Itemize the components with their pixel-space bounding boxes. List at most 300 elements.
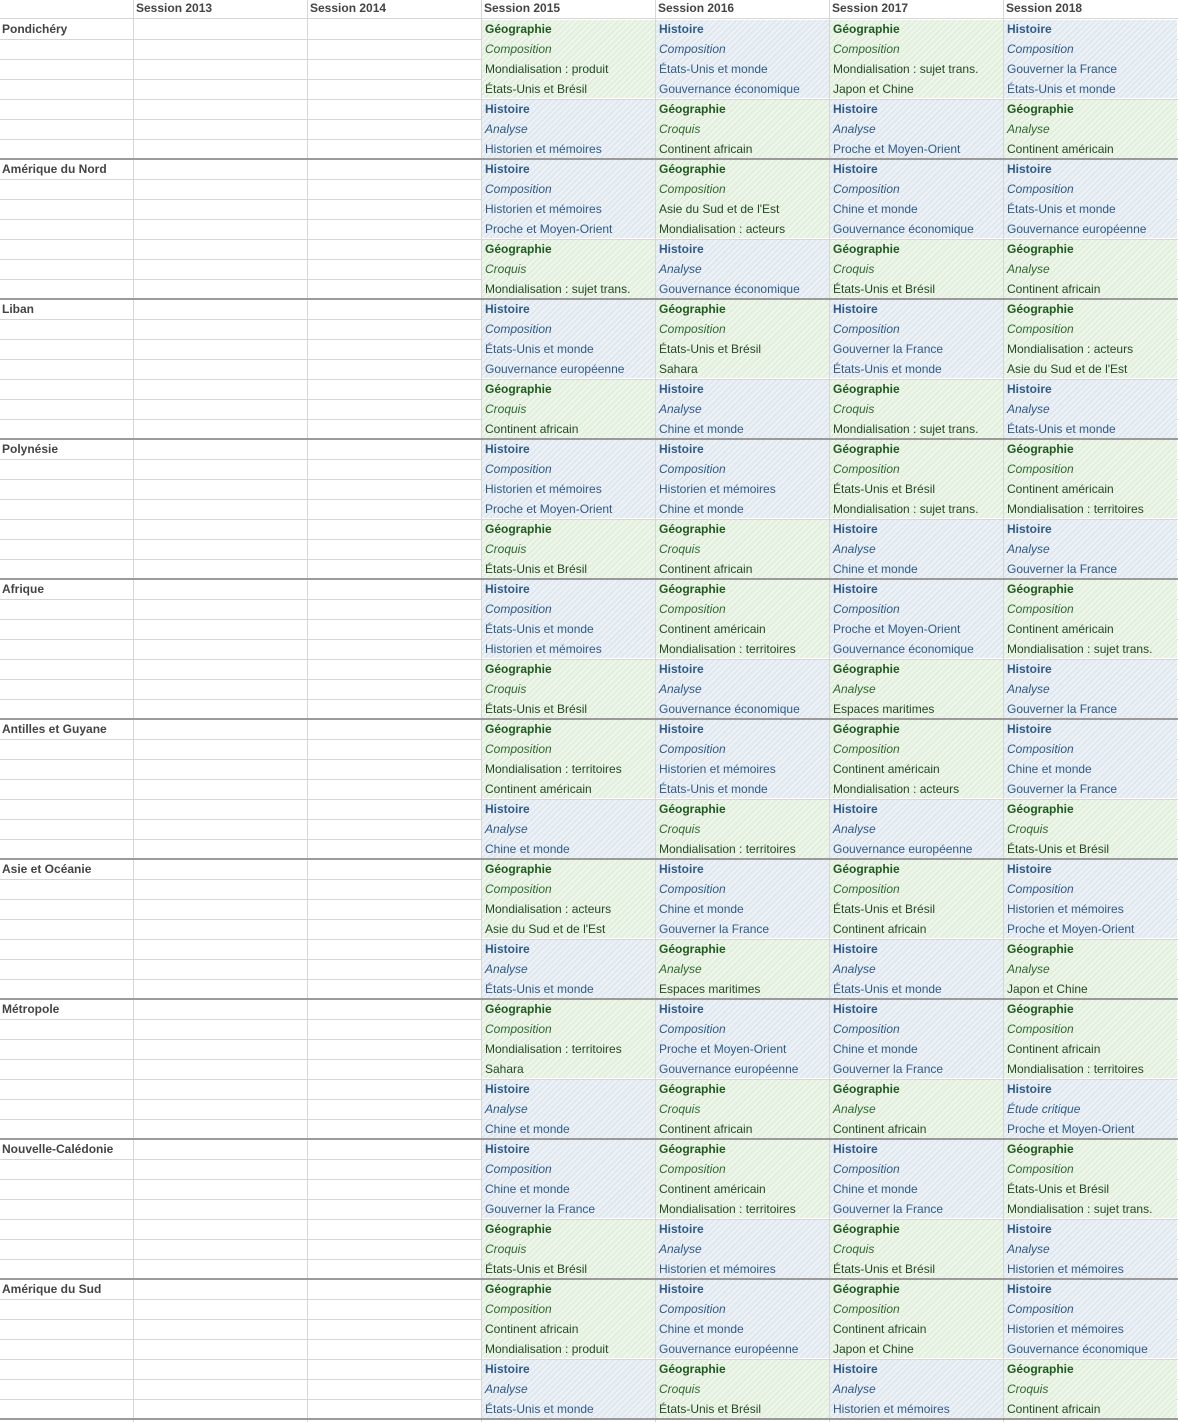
exam-theme: Mondialisation : territoires xyxy=(1007,1062,1144,1076)
exam-theme: Asie du Sud et de l'Est xyxy=(1007,362,1128,376)
exam-theme: Mondialisation : sujet trans. xyxy=(833,502,979,516)
exam-theme: Mondialisation : acteurs xyxy=(833,782,960,796)
exam-subject: Géographie xyxy=(833,1082,900,1096)
exam-type: Croquis xyxy=(659,542,701,556)
exam-theme: Continent africain xyxy=(659,562,753,576)
exam-theme: Proche et Moyen-Orient xyxy=(833,622,961,636)
exam-subject: Géographie xyxy=(485,1282,552,1296)
exam-type: Croquis xyxy=(659,1102,701,1116)
exam-theme: Mondialisation : sujet trans. xyxy=(1007,642,1153,656)
exam-subject: Géographie xyxy=(1007,582,1074,596)
exam-subject: Histoire xyxy=(659,1282,704,1296)
exam-type: Analyse xyxy=(485,822,528,836)
exam-subject: Histoire xyxy=(1007,22,1052,36)
exam-subject: Histoire xyxy=(1007,382,1052,396)
exam-subject: Histoire xyxy=(485,802,530,816)
exam-subject: Histoire xyxy=(1007,162,1052,176)
exam-theme: Gouverner la France xyxy=(1007,782,1118,796)
exam-block-histoire xyxy=(482,940,655,998)
exam-subject: Histoire xyxy=(659,22,704,36)
exam-block-histoire xyxy=(1004,20,1177,98)
column-divider xyxy=(307,0,308,1422)
exam-theme: Japon et Chine xyxy=(833,1342,914,1356)
exam-theme: Continent africain xyxy=(659,142,753,156)
exam-block-geographie xyxy=(830,660,1003,718)
exam-subject: Géographie xyxy=(1007,442,1074,456)
exam-theme: Gouvernance économique xyxy=(659,82,800,96)
exam-block-geographie xyxy=(656,1360,829,1418)
exam-theme: Continent américain xyxy=(1007,142,1114,156)
exam-theme: Continent africain xyxy=(833,1322,927,1336)
exam-block-geographie xyxy=(1004,1140,1177,1218)
exam-subject: Géographie xyxy=(485,522,552,536)
exam-type: Analyse xyxy=(659,962,702,976)
exam-block-histoire xyxy=(656,1280,829,1358)
exam-block-geographie xyxy=(482,20,655,98)
exam-type: Croquis xyxy=(1007,822,1049,836)
exam-block-geographie xyxy=(656,160,829,238)
exam-theme: Chine et monde xyxy=(833,1182,918,1196)
exam-theme: Continent américain xyxy=(1007,622,1114,636)
exam-block-geographie xyxy=(656,580,829,658)
exam-type: Composition xyxy=(1007,182,1074,196)
exam-block-histoire xyxy=(482,1360,655,1418)
exam-block-histoire xyxy=(830,1000,1003,1078)
exam-type: Composition xyxy=(833,882,900,896)
exam-type: Composition xyxy=(659,882,726,896)
exam-block-histoire xyxy=(656,660,829,718)
exam-block-histoire xyxy=(482,100,655,158)
exam-theme: Chine et monde xyxy=(659,1322,744,1336)
exam-block-geographie xyxy=(830,1220,1003,1278)
exam-subject: Histoire xyxy=(659,1222,704,1236)
exam-type: Analyse xyxy=(1007,402,1050,416)
exam-block-geographie xyxy=(1004,300,1177,378)
exam-theme: Gouverner la France xyxy=(833,1202,944,1216)
exam-type: Composition xyxy=(659,322,726,336)
exam-subject: Histoire xyxy=(659,862,704,876)
exam-theme: Japon et Chine xyxy=(1007,982,1088,996)
exam-subject: Histoire xyxy=(833,1002,878,1016)
exam-block-geographie xyxy=(656,800,829,858)
exam-theme: Chine et monde xyxy=(485,842,570,856)
exam-theme: Gouverner la France xyxy=(1007,702,1118,716)
exam-subject: Histoire xyxy=(485,1142,530,1156)
exam-block-histoire xyxy=(1004,1280,1177,1358)
exam-theme: Chine et monde xyxy=(1007,762,1092,776)
exam-subject: Géographie xyxy=(485,722,552,736)
exam-subject: Géographie xyxy=(659,302,726,316)
exam-subject: Histoire xyxy=(659,442,704,456)
exam-theme: États-Unis et Brésil xyxy=(833,902,936,916)
exam-block-geographie xyxy=(830,1080,1003,1138)
exam-theme: Continent américain xyxy=(1007,482,1114,496)
exam-theme: Mondialisation : territoires xyxy=(659,642,796,656)
exam-theme: Historien et mémoires xyxy=(1007,1322,1124,1336)
exam-block-histoire xyxy=(656,240,829,298)
exam-subject: Histoire xyxy=(833,1362,878,1376)
exam-theme: Historien et mémoires xyxy=(485,642,602,656)
exam-theme: Historien et mémoires xyxy=(833,1402,950,1416)
exam-subject: Histoire xyxy=(1007,1222,1052,1236)
exam-subject: Histoire xyxy=(485,302,530,316)
region-name: Amérique du Sud xyxy=(2,1282,102,1296)
exam-type: Étude critique xyxy=(1007,1102,1081,1116)
exam-type: Composition xyxy=(659,1022,726,1036)
exam-theme: Gouvernance européenne xyxy=(485,362,625,376)
region-name: Métropole xyxy=(2,1002,60,1016)
exam-block-histoire xyxy=(830,800,1003,858)
exam-theme: États-Unis et monde xyxy=(1007,422,1116,436)
exam-theme: Mondialisation : produit xyxy=(485,1342,609,1356)
exam-type: Analyse xyxy=(485,1382,528,1396)
exam-type: Analyse xyxy=(1007,682,1050,696)
exam-type: Composition xyxy=(485,182,552,196)
exam-type: Analyse xyxy=(1007,1242,1050,1256)
exam-subject: Géographie xyxy=(833,722,900,736)
exam-type: Croquis xyxy=(659,822,701,836)
exam-block-geographie xyxy=(830,860,1003,938)
exam-theme: Chine et monde xyxy=(659,502,744,516)
exam-theme: Gouvernance européenne xyxy=(833,842,973,856)
exam-block-geographie xyxy=(1004,100,1177,158)
exam-type: Analyse xyxy=(485,962,528,976)
exam-theme: Historien et mémoires xyxy=(1007,902,1124,916)
header-session-2013: Session 2013 xyxy=(136,1,213,15)
exam-subject: Géographie xyxy=(833,382,900,396)
exam-type: Composition xyxy=(659,742,726,756)
exam-theme: Mondialisation : sujet trans. xyxy=(833,422,979,436)
exam-subject: Géographie xyxy=(1007,242,1074,256)
region-name: Nouvelle-Calédonie xyxy=(2,1142,114,1156)
exam-block-histoire xyxy=(830,1140,1003,1218)
exam-block-geographie xyxy=(830,20,1003,98)
exam-type: Croquis xyxy=(659,1382,701,1396)
exam-block-histoire xyxy=(656,20,829,98)
exam-type: Composition xyxy=(659,1302,726,1316)
exam-theme: Mondialisation : produit xyxy=(485,62,609,76)
exam-type: Composition xyxy=(1007,882,1074,896)
exam-block-geographie xyxy=(656,1140,829,1218)
region-name: Pondichéry xyxy=(2,22,68,36)
exam-type: Analyse xyxy=(485,1102,528,1116)
exam-type: Croquis xyxy=(485,542,527,556)
exam-type: Composition xyxy=(659,182,726,196)
exam-block-geographie xyxy=(656,300,829,378)
exam-block-histoire xyxy=(482,580,655,658)
exam-theme: Continent africain xyxy=(659,1122,753,1136)
exam-block-histoire xyxy=(482,160,655,238)
exam-theme: Continent américain xyxy=(833,762,940,776)
exam-type: Analyse xyxy=(1007,962,1050,976)
exam-theme: Historien et mémoires xyxy=(1007,1262,1124,1276)
exam-subject: Histoire xyxy=(485,942,530,956)
exam-type: Composition xyxy=(1007,462,1074,476)
exam-subject: Géographie xyxy=(1007,1362,1074,1376)
exam-block-geographie xyxy=(482,520,655,578)
exam-theme: Gouverner la France xyxy=(1007,562,1118,576)
exam-type: Composition xyxy=(659,42,726,56)
exam-theme: Continent africain xyxy=(833,1122,927,1136)
exam-type: Analyse xyxy=(833,542,876,556)
exam-block-histoire xyxy=(1004,380,1177,438)
exam-theme: Espaces maritimes xyxy=(659,982,761,996)
exam-theme: États-Unis et Brésil xyxy=(659,1402,762,1416)
exam-type: Composition xyxy=(833,1302,900,1316)
exam-theme: Historien et mémoires xyxy=(485,202,602,216)
exam-theme: Continent américain xyxy=(485,782,592,796)
exam-theme: Historien et mémoires xyxy=(659,1262,776,1276)
exam-theme: Proche et Moyen-Orient xyxy=(833,142,961,156)
exam-theme: Mondialisation : sujet trans. xyxy=(1007,1202,1153,1216)
exam-block-histoire xyxy=(482,440,655,518)
exam-block-geographie xyxy=(830,440,1003,518)
header-session-2015: Session 2015 xyxy=(484,1,561,15)
exam-theme: États-Unis et Brésil xyxy=(485,562,588,576)
exam-block-histoire xyxy=(482,1080,655,1138)
exam-theme: Gouverner la France xyxy=(659,922,770,936)
header-region xyxy=(0,0,134,18)
exam-subject: Géographie xyxy=(485,1222,552,1236)
exam-block-geographie xyxy=(482,860,655,938)
exam-block-geographie xyxy=(656,1080,829,1138)
exam-block-histoire xyxy=(482,800,655,858)
exam-block-histoire xyxy=(1004,1220,1177,1278)
exam-theme: Espaces maritimes xyxy=(833,702,935,716)
exam-theme: Mondialisation : acteurs xyxy=(485,902,612,916)
exam-subject: Histoire xyxy=(833,582,878,596)
exam-subject: Histoire xyxy=(659,382,704,396)
exam-theme: Continent africain xyxy=(485,1322,579,1336)
exam-type: Analyse xyxy=(1007,542,1050,556)
exam-theme: Chine et monde xyxy=(659,902,744,916)
exam-theme: Gouvernance économique xyxy=(833,222,974,236)
region-name: Afrique xyxy=(2,582,44,596)
exam-block-geographie xyxy=(1004,240,1177,298)
exam-subject: Histoire xyxy=(1007,862,1052,876)
exam-type: Composition xyxy=(833,1022,900,1036)
exam-subject: Géographie xyxy=(1007,302,1074,316)
header-session-2017: Session 2017 xyxy=(832,1,909,15)
exam-subject: Géographie xyxy=(833,1282,900,1296)
exam-block-geographie xyxy=(482,660,655,718)
exam-theme: Chine et monde xyxy=(659,422,744,436)
exam-type: Composition xyxy=(1007,1302,1074,1316)
exam-subject: Géographie xyxy=(1007,102,1074,116)
exam-theme: États-Unis et Brésil xyxy=(485,82,588,96)
exam-subject: Géographie xyxy=(833,862,900,876)
exam-type: Composition xyxy=(659,1162,726,1176)
exam-type: Composition xyxy=(485,1302,552,1316)
exam-type: Composition xyxy=(485,1022,552,1036)
exam-type: Composition xyxy=(485,42,552,56)
exam-type: Composition xyxy=(833,42,900,56)
exam-type: Croquis xyxy=(485,682,527,696)
exam-theme: États-Unis et Brésil xyxy=(833,482,936,496)
column-divider xyxy=(133,0,134,1422)
exam-theme: Proche et Moyen-Orient xyxy=(485,222,613,236)
exam-subject: Histoire xyxy=(485,582,530,596)
exam-subject: Histoire xyxy=(659,242,704,256)
exam-type: Composition xyxy=(659,602,726,616)
exam-block-geographie xyxy=(482,1000,655,1078)
exam-theme: Gouverner la France xyxy=(833,342,944,356)
exam-type: Composition xyxy=(1007,742,1074,756)
exam-subject: Histoire xyxy=(1007,1082,1052,1096)
exam-type: Composition xyxy=(485,742,552,756)
region-name: Asie et Océanie xyxy=(2,862,92,876)
exam-theme: Mondialisation : territoires xyxy=(659,1202,796,1216)
exam-subject: Histoire xyxy=(659,662,704,676)
header-session-2016: Session 2016 xyxy=(658,1,735,15)
exam-type: Croquis xyxy=(485,262,527,276)
exam-theme: Asie du Sud et de l'Est xyxy=(659,202,780,216)
exam-block-histoire xyxy=(830,580,1003,658)
exam-subject: Histoire xyxy=(833,162,878,176)
exam-type: Analyse xyxy=(659,682,702,696)
exam-theme: États-Unis et monde xyxy=(485,342,594,356)
exam-theme: Gouvernance économique xyxy=(833,642,974,656)
exam-subject: Histoire xyxy=(833,802,878,816)
exam-subject: Histoire xyxy=(485,102,530,116)
exam-theme: Gouvernance européenne xyxy=(1007,222,1147,236)
exam-theme: Gouverner la France xyxy=(485,1202,596,1216)
exam-subject: Histoire xyxy=(485,1082,530,1096)
exam-subject: Histoire xyxy=(833,942,878,956)
exam-block-histoire xyxy=(482,300,655,378)
exam-block-geographie xyxy=(482,1220,655,1278)
exam-block-geographie xyxy=(482,380,655,438)
exam-subject: Géographie xyxy=(485,242,552,256)
exam-type: Composition xyxy=(485,602,552,616)
exam-subject: Histoire xyxy=(659,1002,704,1016)
exam-theme: États-Unis et Brésil xyxy=(659,342,762,356)
exam-subject: Géographie xyxy=(659,1142,726,1156)
header-session-2018: Session 2018 xyxy=(1006,1,1083,15)
exam-theme: Proche et Moyen-Orient xyxy=(1007,1122,1135,1136)
exam-subject: Géographie xyxy=(1007,802,1074,816)
exam-subject: Géographie xyxy=(659,522,726,536)
exam-theme: Historien et mémoires xyxy=(485,142,602,156)
exam-theme: Continent américain xyxy=(659,1182,766,1196)
exam-type: Analyse xyxy=(833,122,876,136)
exam-theme: Mondialisation : acteurs xyxy=(1007,342,1134,356)
exam-subject: Géographie xyxy=(659,942,726,956)
exam-theme: Proche et Moyen-Orient xyxy=(485,502,613,516)
region-name: Antilles et Guyane xyxy=(2,722,107,736)
exam-theme: Chine et monde xyxy=(833,202,918,216)
exam-block-histoire xyxy=(482,1140,655,1218)
exam-theme: Continent africain xyxy=(485,422,579,436)
exam-subject: Histoire xyxy=(833,522,878,536)
exam-type: Composition xyxy=(1007,42,1074,56)
exam-theme: États-Unis et Brésil xyxy=(485,1262,588,1276)
exam-type: Analyse xyxy=(485,122,528,136)
exam-theme: États-Unis et monde xyxy=(1007,202,1116,216)
exam-type: Analyse xyxy=(833,1382,876,1396)
exam-type: Analyse xyxy=(659,1242,702,1256)
header-session-2014: Session 2014 xyxy=(310,1,387,15)
exam-block-histoire xyxy=(656,720,829,798)
exam-type: Composition xyxy=(833,1162,900,1176)
exam-type: Composition xyxy=(833,462,900,476)
exam-theme: Asie du Sud et de l'Est xyxy=(485,922,606,936)
exam-theme: Chine et monde xyxy=(833,1042,918,1056)
exam-subject: Géographie xyxy=(833,242,900,256)
exam-type: Composition xyxy=(833,322,900,336)
exam-block-geographie xyxy=(1004,440,1177,518)
exam-theme: Mondialisation : territoires xyxy=(659,842,796,856)
exam-theme: Historien et mémoires xyxy=(659,762,776,776)
exam-subject: Histoire xyxy=(1007,662,1052,676)
exam-theme: Sahara xyxy=(659,362,698,376)
exam-block-geographie xyxy=(1004,580,1177,658)
exam-subject: Histoire xyxy=(1007,522,1052,536)
exam-type: Composition xyxy=(485,462,552,476)
exam-theme: États-Unis et monde xyxy=(659,62,768,76)
exam-theme: Historien et mémoires xyxy=(659,482,776,496)
exam-theme: Chine et monde xyxy=(485,1182,570,1196)
exam-block-histoire xyxy=(1004,1080,1177,1138)
exam-type: Croquis xyxy=(833,262,875,276)
exam-block-geographie xyxy=(830,720,1003,798)
exam-subject: Géographie xyxy=(659,802,726,816)
exam-type: Composition xyxy=(833,182,900,196)
exam-block-histoire xyxy=(656,1220,829,1278)
exam-theme: Proche et Moyen-Orient xyxy=(1007,922,1135,936)
exam-theme: Mondialisation : territoires xyxy=(485,1042,622,1056)
exam-block-geographie xyxy=(1004,1000,1177,1078)
exam-type: Croquis xyxy=(485,402,527,416)
exam-theme: Gouvernance économique xyxy=(659,702,800,716)
exam-type: Composition xyxy=(659,462,726,476)
exam-subject: Géographie xyxy=(485,22,552,36)
exam-theme: États-Unis et monde xyxy=(833,362,942,376)
exam-theme: Continent américain xyxy=(659,622,766,636)
exam-theme: Gouverner la France xyxy=(1007,62,1118,76)
exam-block-histoire xyxy=(830,160,1003,238)
exam-block-histoire xyxy=(1004,720,1177,798)
exam-block-histoire xyxy=(656,440,829,518)
exam-theme: Gouvernance européenne xyxy=(659,1342,799,1356)
exam-type: Composition xyxy=(485,882,552,896)
exam-theme: Mondialisation : territoires xyxy=(1007,502,1144,516)
exam-theme: Chine et monde xyxy=(833,562,918,576)
exam-block-geographie xyxy=(1004,940,1177,998)
exam-type: Analyse xyxy=(833,1102,876,1116)
exam-subject: Histoire xyxy=(1007,722,1052,736)
exam-block-histoire xyxy=(1004,520,1177,578)
exam-type: Composition xyxy=(1007,322,1074,336)
exam-type: Analyse xyxy=(833,682,876,696)
exam-type: Composition xyxy=(833,602,900,616)
exam-subject: Histoire xyxy=(659,722,704,736)
exam-theme: États-Unis et monde xyxy=(485,622,594,636)
exam-theme: États-Unis et Brésil xyxy=(833,282,936,296)
exam-theme: Mondialisation : sujet trans. xyxy=(833,62,979,76)
exam-theme: Mondialisation : territoires xyxy=(485,762,622,776)
exam-type: Croquis xyxy=(833,402,875,416)
region-name: Polynésie xyxy=(2,442,59,456)
exam-subject: Géographie xyxy=(485,382,552,396)
exam-block-histoire xyxy=(830,300,1003,378)
exam-subject: Géographie xyxy=(485,1002,552,1016)
exam-subject: Histoire xyxy=(833,102,878,116)
exam-block-geographie xyxy=(830,380,1003,438)
exam-theme: États-Unis et monde xyxy=(485,1402,594,1416)
exam-type: Composition xyxy=(485,322,552,336)
exam-type: Composition xyxy=(1007,1162,1074,1176)
